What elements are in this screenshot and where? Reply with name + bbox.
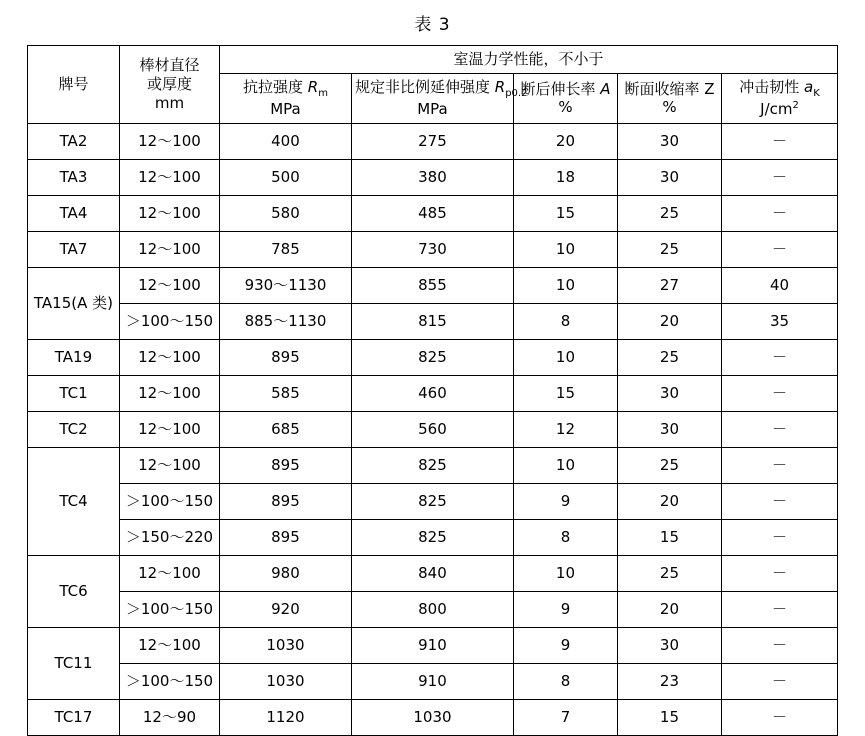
- document-page: [0, 10, 865, 727]
- header-ak-unit-sup: 2: [792, 100, 799, 112]
- cell-elongation: 12: [513, 412, 617, 448]
- cell-proof-strength: 460: [351, 376, 513, 412]
- cell-proof-strength: 485: [351, 196, 513, 232]
- cell-impact-toughness: －: [721, 376, 837, 412]
- cell-diameter: 12～100: [119, 628, 219, 664]
- cell-tensile-strength: 685: [219, 412, 351, 448]
- header-grade: 牌号: [27, 46, 119, 124]
- table-header: [27, 46, 837, 124]
- mechanical-properties-table: [27, 45, 838, 736]
- cell-reduction-area: 30: [617, 628, 721, 664]
- table-row: [27, 412, 837, 448]
- cell-diameter: ＞150～220: [119, 520, 219, 556]
- cell-tensile-strength: 920: [219, 592, 351, 628]
- cell-elongation: 10: [513, 340, 617, 376]
- header-a-unit: %: [558, 98, 573, 117]
- cell-tensile-strength: 580: [219, 196, 351, 232]
- cell-diameter: ＞100～150: [119, 664, 219, 700]
- header-a-symbol: A: [600, 79, 611, 98]
- cell-grade: TA15(A 类): [27, 268, 119, 340]
- cell-reduction-area: 30: [617, 124, 721, 160]
- header-impact-toughness: [721, 73, 837, 123]
- table-row: [27, 376, 837, 412]
- table-row: [27, 448, 837, 484]
- header-a-prefix: 断后伸长率: [520, 79, 601, 98]
- cell-grade: TA4: [27, 196, 119, 232]
- header-diameter-line3: mm: [154, 93, 185, 112]
- cell-proof-strength: 910: [351, 628, 513, 664]
- table-row: [27, 664, 837, 700]
- cell-diameter: 12～90: [119, 700, 219, 736]
- header-rm-line: [223, 78, 348, 101]
- header-ak-unit-prefix: J/cm: [760, 100, 793, 119]
- cell-elongation: 10: [513, 268, 617, 304]
- cell-tensile-strength: 785: [219, 232, 351, 268]
- cell-elongation: 9: [513, 628, 617, 664]
- cell-diameter: 12～100: [119, 556, 219, 592]
- cell-grade: TC6: [27, 556, 119, 628]
- cell-proof-strength: 825: [351, 448, 513, 484]
- table-row: [27, 124, 837, 160]
- cell-grade: TC17: [27, 700, 119, 736]
- cell-tensile-strength: 885～1130: [219, 304, 351, 340]
- header-row-top: [27, 46, 837, 74]
- cell-tensile-strength: 895: [219, 520, 351, 556]
- header-diameter: [119, 46, 219, 124]
- cell-impact-toughness: 40: [721, 268, 837, 304]
- cell-impact-toughness: －: [721, 664, 837, 700]
- cell-impact-toughness: －: [721, 196, 837, 232]
- table-row: [27, 484, 837, 520]
- table-row: [27, 628, 837, 664]
- cell-diameter: 12～100: [119, 268, 219, 304]
- cell-tensile-strength: 400: [219, 124, 351, 160]
- cell-grade: TA2: [27, 124, 119, 160]
- table-row: [27, 592, 837, 628]
- table-body: [27, 124, 837, 736]
- cell-proof-strength: 560: [351, 412, 513, 448]
- cell-proof-strength: 825: [351, 484, 513, 520]
- cell-diameter: ＞100～150: [119, 484, 219, 520]
- cell-proof-strength: 815: [351, 304, 513, 340]
- cell-proof-strength: 825: [351, 340, 513, 376]
- cell-elongation: 18: [513, 160, 617, 196]
- cell-reduction-area: 25: [617, 448, 721, 484]
- cell-impact-toughness: －: [721, 628, 837, 664]
- cell-reduction-area: 27: [617, 268, 721, 304]
- header-ak-sub: K: [813, 87, 820, 99]
- header-rm-unit: MPa: [270, 100, 301, 119]
- header-rp-symbol: R: [494, 77, 506, 96]
- header-proof-strength: [351, 73, 528, 123]
- cell-impact-toughness: －: [721, 484, 837, 520]
- cell-reduction-area: 25: [617, 556, 721, 592]
- cell-diameter: 12～100: [119, 448, 219, 484]
- cell-reduction-area: 15: [617, 700, 721, 736]
- cell-impact-toughness: －: [721, 448, 837, 484]
- table-row: [27, 304, 837, 340]
- cell-impact-toughness: －: [721, 124, 837, 160]
- cell-grade: TC2: [27, 412, 119, 448]
- cell-proof-strength: 800: [351, 592, 513, 628]
- cell-impact-toughness: －: [721, 232, 837, 268]
- cell-diameter: 12～100: [119, 124, 219, 160]
- cell-tensile-strength: 980: [219, 556, 351, 592]
- cell-elongation: 15: [513, 196, 617, 232]
- cell-impact-toughness: 35: [721, 304, 837, 340]
- cell-grade: TC11: [27, 628, 119, 700]
- header-rm-prefix: 抗拉强度: [242, 77, 308, 96]
- table-row: [27, 340, 837, 376]
- cell-reduction-area: 25: [617, 232, 721, 268]
- cell-reduction-area: 30: [617, 376, 721, 412]
- cell-reduction-area: 20: [617, 592, 721, 628]
- cell-reduction-area: 23: [617, 664, 721, 700]
- cell-proof-strength: 275: [351, 124, 513, 160]
- cell-impact-toughness: －: [721, 412, 837, 448]
- table-row: [27, 268, 837, 304]
- cell-elongation: 8: [513, 304, 617, 340]
- cell-reduction-area: 25: [617, 340, 721, 376]
- table-row: [27, 556, 837, 592]
- header-rm-symbol: R: [307, 77, 319, 96]
- header-rp-unit: MPa: [417, 100, 448, 119]
- cell-tensile-strength: 930～1130: [219, 268, 351, 304]
- table-row: [27, 700, 837, 736]
- cell-grade: TA7: [27, 232, 119, 268]
- cell-reduction-area: 25: [617, 196, 721, 232]
- cell-proof-strength: 855: [351, 268, 513, 304]
- header-rm-sub: m: [318, 87, 328, 99]
- cell-elongation: 15: [513, 376, 617, 412]
- header-group-room-temp: 室温力学性能，不小于: [219, 46, 837, 74]
- header-ak-prefix: 冲击韧性: [739, 77, 804, 96]
- cell-diameter: ＞100～150: [119, 592, 219, 628]
- header-z-unit: %: [662, 98, 677, 117]
- cell-reduction-area: 30: [617, 160, 721, 196]
- header-reduction-area: [617, 73, 721, 123]
- cell-reduction-area: 15: [617, 520, 721, 556]
- header-z-line: 断面收缩率 Z: [624, 79, 715, 98]
- cell-proof-strength: 1030: [351, 700, 513, 736]
- cell-tensile-strength: 585: [219, 376, 351, 412]
- cell-proof-strength: 910: [351, 664, 513, 700]
- cell-proof-strength: 825: [351, 520, 513, 556]
- cell-tensile-strength: 895: [219, 448, 351, 484]
- header-a-line: [517, 80, 614, 99]
- header-ak-unit: [725, 100, 834, 119]
- cell-elongation: 7: [513, 700, 617, 736]
- cell-impact-toughness: －: [721, 340, 837, 376]
- cell-tensile-strength: 500: [219, 160, 351, 196]
- cell-diameter: ＞100～150: [119, 304, 219, 340]
- cell-impact-toughness: －: [721, 556, 837, 592]
- header-ak-symbol: a: [804, 77, 814, 96]
- cell-elongation: 9: [513, 484, 617, 520]
- cell-tensile-strength: 1030: [219, 628, 351, 664]
- cell-diameter: 12～100: [119, 160, 219, 196]
- cell-elongation: 20: [513, 124, 617, 160]
- cell-proof-strength: 730: [351, 232, 513, 268]
- cell-diameter: 12～100: [119, 376, 219, 412]
- header-ak-line: [725, 78, 834, 101]
- table-caption: 表 3: [414, 15, 451, 35]
- cell-tensile-strength: 1120: [219, 700, 351, 736]
- cell-diameter: 12～100: [119, 412, 219, 448]
- cell-proof-strength: 380: [351, 160, 513, 196]
- table-row: [27, 232, 837, 268]
- cell-impact-toughness: －: [721, 700, 837, 736]
- cell-elongation: 10: [513, 232, 617, 268]
- cell-elongation: 10: [513, 556, 617, 592]
- cell-impact-toughness: －: [721, 520, 837, 556]
- cell-tensile-strength: 895: [219, 484, 351, 520]
- cell-reduction-area: 20: [617, 484, 721, 520]
- cell-diameter: 12～100: [119, 196, 219, 232]
- table-row: [27, 520, 837, 556]
- cell-elongation: 8: [513, 520, 617, 556]
- cell-elongation: 10: [513, 448, 617, 484]
- cell-impact-toughness: －: [721, 592, 837, 628]
- cell-grade: TA19: [27, 340, 119, 376]
- cell-reduction-area: 30: [617, 412, 721, 448]
- table-row: [27, 196, 837, 232]
- cell-tensile-strength: 1030: [219, 664, 351, 700]
- cell-diameter: 12～100: [119, 232, 219, 268]
- header-rp-line: [354, 77, 528, 101]
- cell-diameter: 12～100: [119, 340, 219, 376]
- cell-elongation: 9: [513, 592, 617, 628]
- header-diameter-line1: 棒材直径: [139, 56, 200, 75]
- cell-grade: TC1: [27, 376, 119, 412]
- table-row: [27, 160, 837, 196]
- cell-proof-strength: 840: [351, 556, 513, 592]
- cell-reduction-area: 20: [617, 304, 721, 340]
- cell-elongation: 8: [513, 664, 617, 700]
- cell-impact-toughness: －: [721, 160, 837, 196]
- cell-grade: TC4: [27, 448, 119, 556]
- cell-grade: TA3: [27, 160, 119, 196]
- header-tensile-strength: [219, 73, 351, 123]
- header-diameter-line2: 或厚度: [146, 75, 192, 94]
- header-rp-prefix: 规定非比例延伸强度: [354, 77, 495, 96]
- cell-tensile-strength: 895: [219, 340, 351, 376]
- header-elongation: [513, 73, 617, 123]
- header-rp-sub: p0.2: [505, 87, 528, 99]
